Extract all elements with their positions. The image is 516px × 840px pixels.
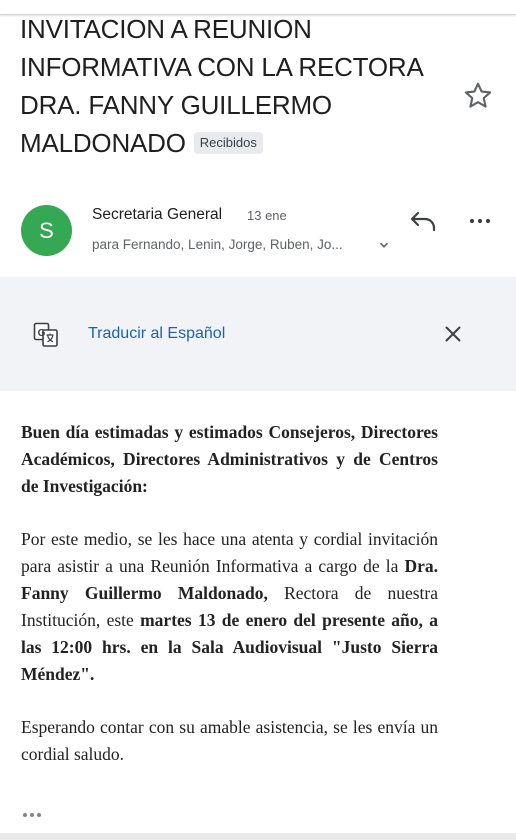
translate-banner xyxy=(0,277,516,391)
subject-line-last xyxy=(20,124,450,162)
closing-paragraph: Esperando contar con su amable asistencia, se les envía un cordial saludo. xyxy=(21,717,438,764)
inbox-label-badge[interactable]: Recibidos xyxy=(194,132,263,154)
star-icon[interactable] xyxy=(462,80,494,112)
sender-avatar[interactable]: S xyxy=(21,205,72,256)
invitation-text-cont: Rectora de nuestra Institución, este xyxy=(21,583,439,630)
svg-text:G: G xyxy=(37,328,46,339)
reply-icon[interactable] xyxy=(408,207,438,235)
email-body xyxy=(21,419,438,768)
subject-line: DRA. FANNY GUILLERMO xyxy=(20,90,332,120)
subject-line: INVITACION A REUNION xyxy=(20,14,312,44)
bottom-edge xyxy=(0,833,516,840)
greeting-text: Buen día estimadas y estimados Consejeros, Directores Académicos, Directores Administrativos y de Centros de Investigación: xyxy=(21,422,438,496)
more-horiz-icon[interactable] xyxy=(21,810,49,820)
meeting-details: martes 13 de enero del presente año, a las 12:00 hrs. en la Sala Audiovisual "Justo Sierra Méndez". xyxy=(21,610,438,684)
rector-name: Dra. Fanny Guillermo Maldonado, xyxy=(21,556,438,603)
more-vert-icon[interactable] xyxy=(463,207,497,235)
translate-link[interactable]: Traducir al Español xyxy=(88,325,226,342)
recipients-summary[interactable]: para Fernando, Lenin, Jorge, Ruben, Jo... xyxy=(92,237,343,252)
chevron-down-icon[interactable] xyxy=(378,239,390,251)
invitation-paragraph xyxy=(21,526,438,688)
email-subject xyxy=(20,10,450,162)
email-date: 13 ene xyxy=(247,208,287,223)
invitation-text: Por este medio, se les hace una atenta y cordial invitación para asistir a una Reunión Informativa a cargo de la xyxy=(21,529,438,576)
close-icon[interactable] xyxy=(441,322,465,346)
subject-line: INFORMATIVA CON LA RECTORA xyxy=(20,52,424,82)
sender-name[interactable]: Secretaria General xyxy=(92,206,223,223)
subject-line-text: MALDONADO xyxy=(20,128,186,158)
translate-icon xyxy=(33,322,59,348)
greeting-paragraph xyxy=(21,419,438,500)
